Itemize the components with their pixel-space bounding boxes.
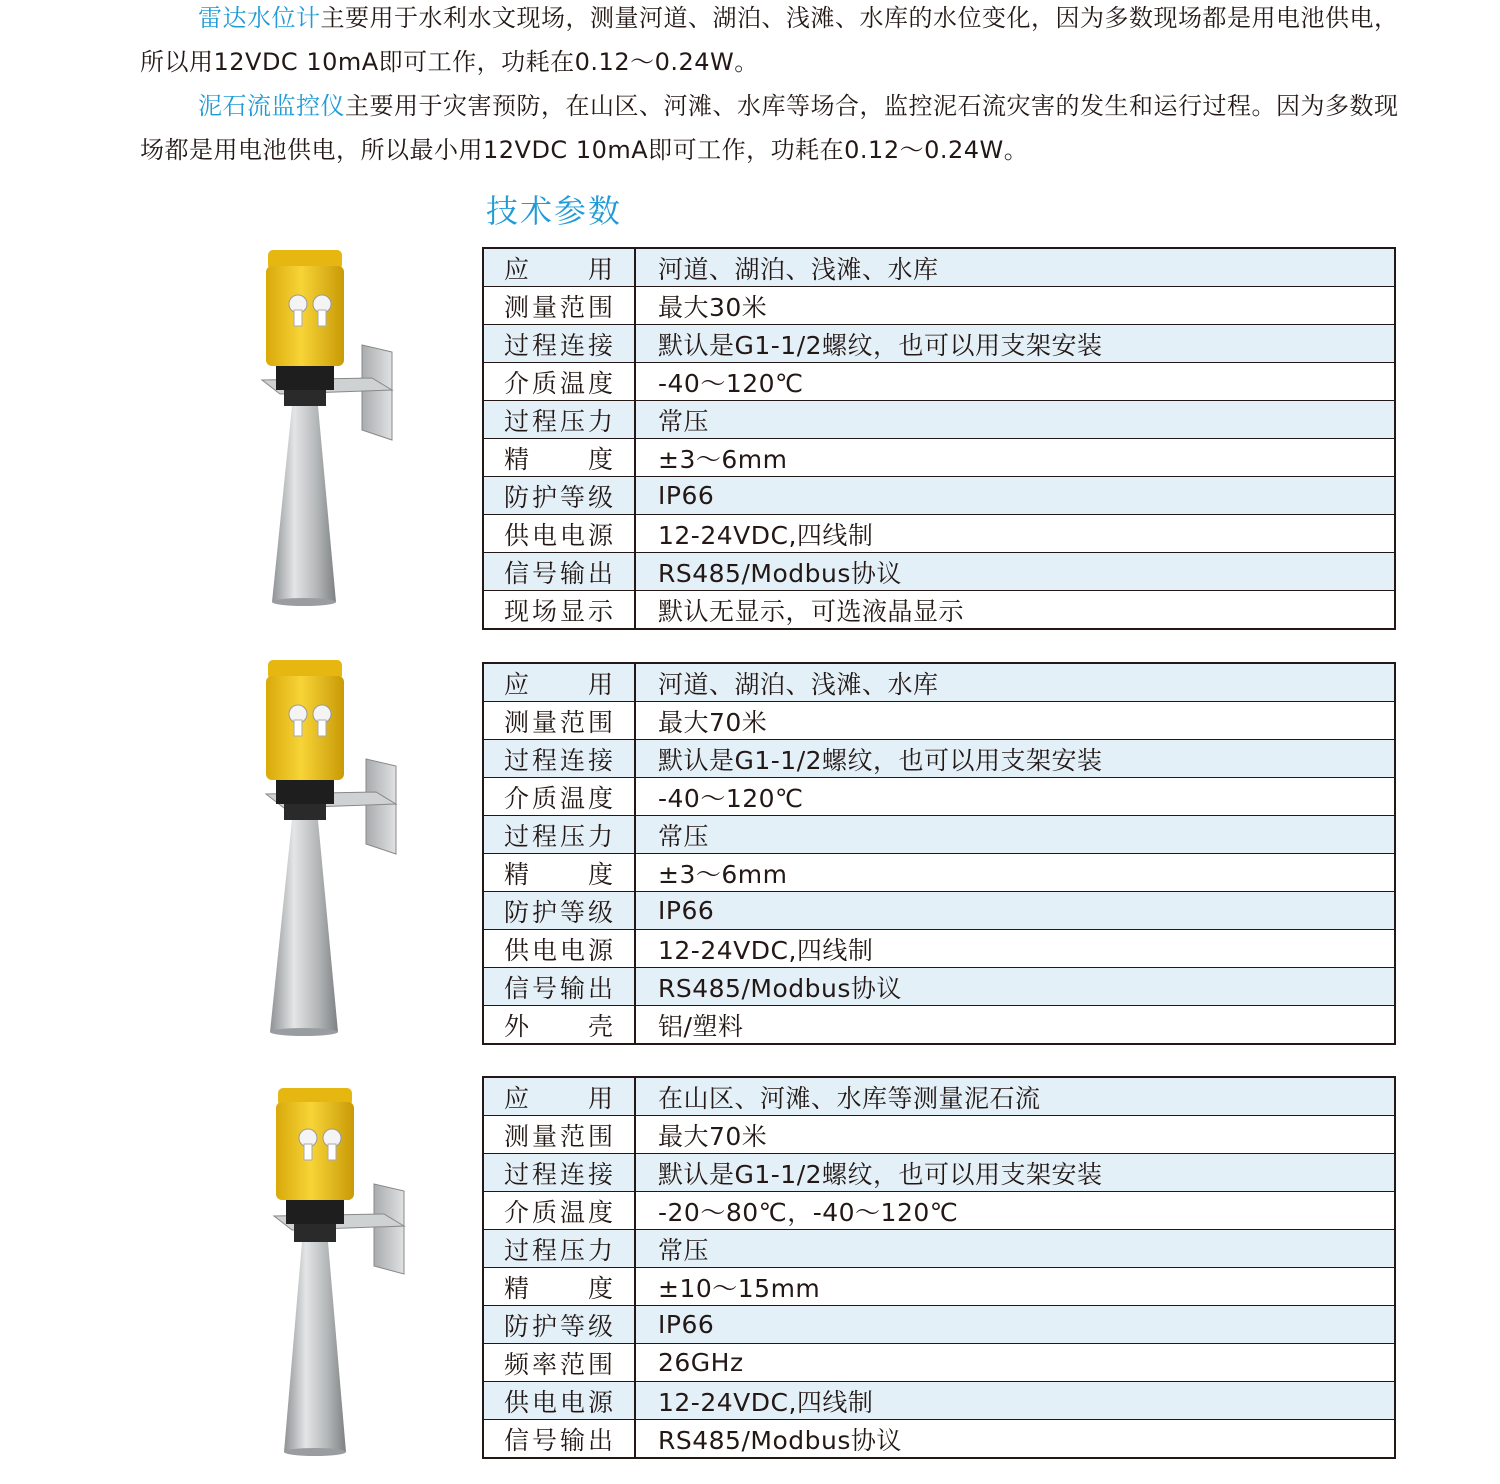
spec-row (483, 477, 1395, 515)
spec-label: 过程压力 (483, 816, 635, 854)
spec-row (483, 1154, 1395, 1192)
spec-row (483, 778, 1395, 816)
spec-value: 铝/塑料 (635, 1006, 1395, 1045)
spec-table-radar-70m (482, 662, 1396, 1045)
spec-row (483, 1006, 1395, 1045)
spec-label: 测量范围 (483, 702, 635, 740)
spec-value: 常压 (635, 1230, 1395, 1268)
spec-row (483, 287, 1395, 325)
spec-value: ±3～6mm (635, 854, 1395, 892)
spec-label: 精度 (483, 439, 635, 477)
spec-label: 信号输出 (483, 1420, 635, 1459)
spec-value: -40～120℃ (635, 363, 1395, 401)
spec-label: 过程压力 (483, 401, 635, 439)
spec-label: 过程连接 (483, 1154, 635, 1192)
spec-label: 防护等级 (483, 1306, 635, 1344)
spec-label: 测量范围 (483, 287, 635, 325)
spec-value: 12-24VDC,四线制 (635, 930, 1395, 968)
spec-value: 河道、湖泊、浅滩、水库 (635, 248, 1395, 287)
spec-row (483, 1306, 1395, 1344)
spec-value: RS485/Modbus协议 (635, 553, 1395, 591)
spec-row (483, 325, 1395, 363)
spec-row (483, 1382, 1395, 1420)
spec-row (483, 740, 1395, 778)
spec-row (483, 1420, 1395, 1459)
spec-value: 26GHz (635, 1344, 1395, 1382)
spec-row (483, 1230, 1395, 1268)
debris-flow-description: 主要用于灾害预防，在山区、河滩、水库等场合，监控泥石流灾害的发生和运行过程。因为多数现场都是用电池供电，所以最小用12VDC 10mA即可工作，功耗在0.12～0.24W。 (140, 92, 1399, 164)
spec-row (483, 816, 1395, 854)
spec-label: 过程连接 (483, 325, 635, 363)
spec-label: 精度 (483, 854, 635, 892)
spec-value: 默认无显示，可选液晶显示 (635, 591, 1395, 630)
spec-row (483, 1268, 1395, 1306)
radar-level-gauge-image (232, 240, 412, 610)
spec-value: 默认是G1-1/2螺纹，也可以用支架安装 (635, 325, 1395, 363)
spec-value: 12-24VDC,四线制 (635, 515, 1395, 553)
spec-label: 应用 (483, 248, 635, 287)
spec-table-debris-flow (482, 1076, 1396, 1459)
section-title: 技术参数 (486, 192, 623, 230)
spec-label: 测量范围 (483, 1116, 635, 1154)
spec-value: 常压 (635, 816, 1395, 854)
spec-row (483, 401, 1395, 439)
spec-label: 介质温度 (483, 778, 635, 816)
spec-table-radar-30m (482, 247, 1396, 630)
spec-label: 介质温度 (483, 1192, 635, 1230)
spec-row (483, 1077, 1395, 1116)
spec-row (483, 854, 1395, 892)
intro-paragraph-radar (140, 0, 1400, 84)
spec-value: IP66 (635, 892, 1395, 930)
spec-label: 介质温度 (483, 363, 635, 401)
spec-value: IP66 (635, 1306, 1395, 1344)
spec-value: RS485/Modbus协议 (635, 968, 1395, 1006)
spec-value: -40～120℃ (635, 778, 1395, 816)
spec-label: 供电电源 (483, 1382, 635, 1420)
spec-row (483, 1116, 1395, 1154)
spec-label: 信号输出 (483, 553, 635, 591)
spec-row (483, 968, 1395, 1006)
spec-row (483, 892, 1395, 930)
spec-label: 过程压力 (483, 1230, 635, 1268)
spec-value: IP66 (635, 477, 1395, 515)
spec-row (483, 1344, 1395, 1382)
spec-label: 精度 (483, 1268, 635, 1306)
spec-label: 应用 (483, 1077, 635, 1116)
spec-value: 默认是G1-1/2螺纹，也可以用支架安装 (635, 1154, 1395, 1192)
spec-value: 河道、湖泊、浅滩、水库 (635, 663, 1395, 702)
radar-description: 主要用于水利水文现场，测量河道、湖泊、浅滩、水库的水位变化，因为多数现场都是用电池供电，所以用12VDC 10mA即可工作，功耗在0.12～0.24W。 (140, 4, 1399, 76)
spec-value: 在山区、河滩、水库等测量泥石流 (635, 1077, 1395, 1116)
spec-row (483, 439, 1395, 477)
spec-label: 外壳 (483, 1006, 635, 1045)
spec-value: 最大70米 (635, 702, 1395, 740)
spec-value: ±3～6mm (635, 439, 1395, 477)
spec-row (483, 363, 1395, 401)
spec-value: 最大30米 (635, 287, 1395, 325)
intro-text (140, 0, 1400, 172)
radar-product-name: 雷达水位计 (198, 4, 321, 32)
spec-row (483, 248, 1395, 287)
spec-label: 供电电源 (483, 930, 635, 968)
spec-value: -20～80℃，-40～120℃ (635, 1192, 1395, 1230)
spec-label: 过程连接 (483, 740, 635, 778)
spec-row (483, 702, 1395, 740)
spec-value: 默认是G1-1/2螺纹，也可以用支架安装 (635, 740, 1395, 778)
spec-value: 12-24VDC,四线制 (635, 1382, 1395, 1420)
spec-label: 应用 (483, 663, 635, 702)
spec-label: 频率范围 (483, 1344, 635, 1382)
spec-label: 供电电源 (483, 515, 635, 553)
debris-flow-product-name: 泥石流监控仪 (198, 92, 345, 120)
intro-paragraph-debris-flow (140, 84, 1400, 172)
radar-level-gauge-image (232, 654, 412, 1039)
spec-label: 防护等级 (483, 477, 635, 515)
spec-label: 现场显示 (483, 591, 635, 630)
spec-row (483, 663, 1395, 702)
spec-row (483, 553, 1395, 591)
spec-label: 信号输出 (483, 968, 635, 1006)
spec-value: RS485/Modbus协议 (635, 1420, 1395, 1459)
spec-value: 最大70米 (635, 1116, 1395, 1154)
spec-row (483, 1192, 1395, 1230)
spec-value: 常压 (635, 401, 1395, 439)
spec-value: ±10～15mm (635, 1268, 1395, 1306)
spec-label: 防护等级 (483, 892, 635, 930)
debris-flow-monitor-image (240, 1084, 420, 1459)
spec-row (483, 930, 1395, 968)
spec-row (483, 515, 1395, 553)
spec-row (483, 591, 1395, 630)
